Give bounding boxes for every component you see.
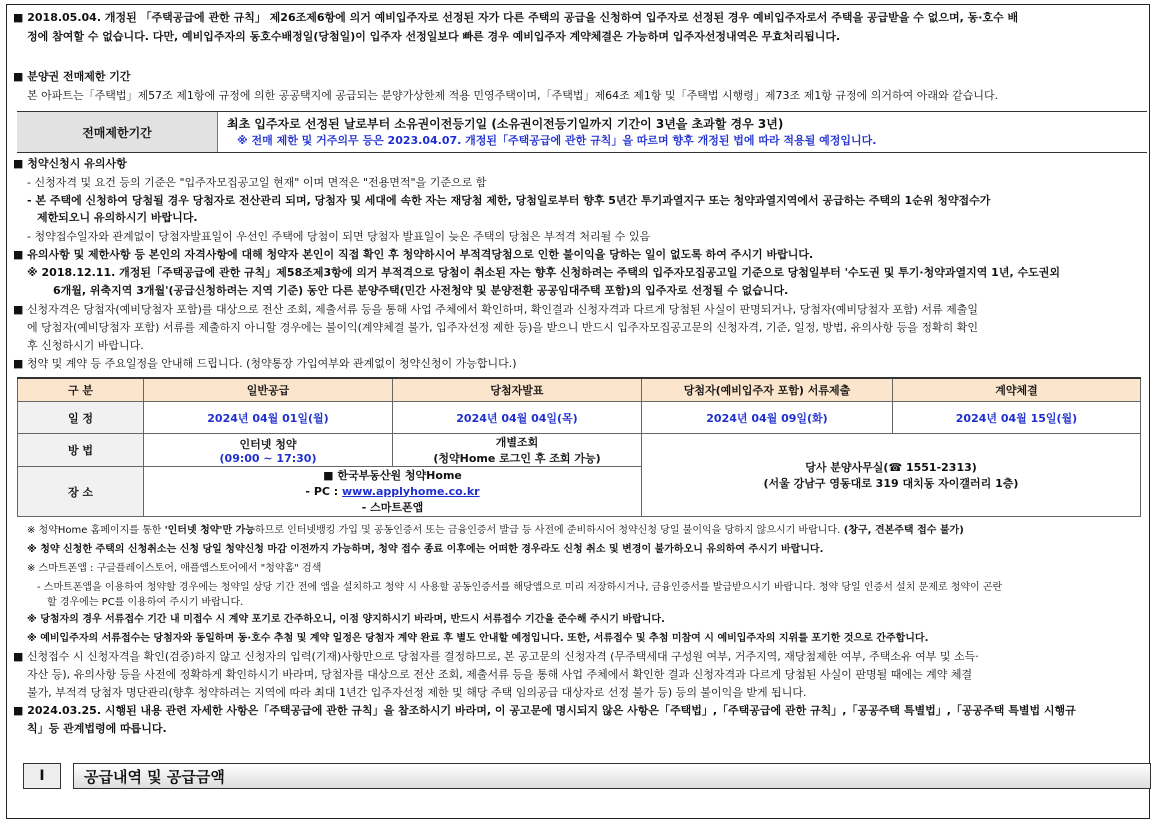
office-address: (서울 강남구 영동대로 319 대치동 자이갤러리 1층) bbox=[763, 477, 1019, 490]
schedule-date-label: 일 정 bbox=[18, 402, 144, 434]
place-applyhome: ■ 한국부동산원 청약Home bbox=[323, 468, 462, 482]
place-pc bbox=[144, 484, 641, 500]
schedule-office-cell bbox=[642, 434, 1141, 517]
caution-2b: 제한되오니 유의하시기 바랍니다. bbox=[37, 211, 198, 224]
resale-restriction-label: 전매제한기간 bbox=[17, 112, 218, 152]
schedule-header-general: 일반공급 bbox=[144, 378, 393, 402]
resale-description: 본 아파트는「주택법」제57조 제1항에 규정에 의한 공공택지에 공급되는 분양가상한제 적용 민영주택이며,「주택법」제64조 제1항 및「주택법 시행령」제73조 제1항 규정에 의거하여 아래와 같습니다. bbox=[27, 89, 999, 102]
resale-restriction-value: 최초 입주자로 선정된 날로부터 소유권이전등기일 (소유권이전등기일까지 기간이 3년을 초과할 경우 3년) bbox=[227, 117, 784, 131]
schedule-header-contract: 계약체결 bbox=[893, 378, 1141, 402]
remark-4a: - 스마트폰앱을 이용하여 청약할 경우에는 청약일 상당 기간 전에 앱을 설치하고 청약 시 사용할 공동인증서를 해당앱으로 미리 저장하시거나, 금융인증서를 발급받으시기 바랍니다. 청약 당일 인증서 설치 문제로 청약이 곤란 bbox=[37, 582, 1003, 593]
remark-1a: ※ 청약Home 홈페이지를 통한 bbox=[27, 525, 165, 536]
notice-page bbox=[6, 4, 1150, 819]
notice-line-2: 정에 참여할 수 없습니다. 다만, 예비입주자의 동호수배정일(당첨일)이 입주자 선정일보다 빠른 경우 예비입주자 계약체결은 가능하며 입주자선정내역은 무효처리됩니다. bbox=[27, 30, 841, 43]
caution-6b: 에 당첨자(예비당첨자 포함) 서류를 제출하지 아니할 경우에는 불이익(계약체결 불가, 입주자선정 제한 등)을 받으니 반드시 입주자모집공고문의 신청자격, 기준, 일정, 방법, 유의사항 등을 정확히 확인 bbox=[27, 321, 979, 334]
remark-1d: (창구, 견본주택 접수 불가) bbox=[840, 525, 964, 536]
place-pc-prefix: - PC : bbox=[305, 484, 343, 498]
remark-5: ※ 당첨자의 경우 서류접수 기간 내 미접수 시 계약 포기로 간주하오니, 이점 양지하시기 바라며, 반드시 서류접수 기간을 준수해 주시기 바랍니다. bbox=[27, 614, 665, 625]
schedule-place-label: 장 소 bbox=[18, 467, 144, 517]
remark-6: ※ 예비입주자의 서류접수는 당첨자와 동일하며 동·호수 추첨 및 계약 일정은 당첨자 계약 완료 후 별도 안내할 예정입니다. 또한, 서류접수 및 추첨 미참여 시 예비입주자의 지위를 포기한 것으로 간주합니다. bbox=[27, 633, 929, 644]
caution-5a: ※ 2018.12.11. 개정된「주택공급에 관한 규칙」제58조제3항에 의거 부적격으로 당첨이 취소된 자는 향후 신청하려는 주택의 입주자모집공고일 기준으로 당첨일부터 '수도권 및 투기·청약과열지역 1년, 수도권외 bbox=[27, 266, 1060, 279]
caution-6a: ■ 신청자격은 당첨자(예비당첨자 포함)를 대상으로 전산 조회, 제출서류 등을 통해 사업 주체에서 확인하며, 확인결과 신청자격과 다르게 당첨된 사실이 판명되거나, 당첨자(예비당첨자 포함) 서류 제출일 bbox=[13, 303, 978, 317]
schedule-method-row bbox=[18, 434, 1141, 467]
schedule-method-label: 방 법 bbox=[18, 434, 144, 467]
schedule-place-cell bbox=[144, 467, 642, 517]
remark-2: ※ 청약 신청한 주택의 신청취소는 신청 당일 청약신청 마감 이전까지 가능하며, 청약 접수 종료 이후에는 어떠한 경우라도 신청 취소 및 변경이 불가하오니 유의하여 주시기 바랍니다. bbox=[27, 544, 824, 555]
schedule-header-category: 구 분 bbox=[18, 378, 144, 402]
remark-7a: ■ 신청접수 시 신청자격을 확인(검증)하지 않고 신청자의 입력(기재)사항만으로 당첨자를 결정하므로, 본 공고문의 신청자격 (무주택세대 구성원 여부, 거주지역, 재당첨제한 여부, 주택소유 여부 및 소득· bbox=[13, 650, 979, 664]
remark-4b: 할 경우에는 PC를 이용하여 주시기 바랍니다. bbox=[47, 597, 244, 608]
schedule-date-documents: 2024년 04월 09일(화) bbox=[642, 402, 893, 434]
resale-restriction-note: ※ 전매 제한 및 거주의무 등은 2023.04.07. 개정된「주택공급에 관한 규칙」을 따르며 향후 개정된 법에 따라 적용될 예정입니다. bbox=[237, 134, 877, 147]
remark-7c: 불가, 부적격 당첨자 명단관리(향후 청약하려는 지역에 따라 최대 1년간 입주자선정 제한 및 해당 주택 임의공급 대상자로 선정 불가 등) 등의 불이익을 받게 됩니다. bbox=[27, 686, 807, 699]
method-general-text: 인터넷 청약 bbox=[239, 437, 297, 451]
schedule-header-documents: 당첨자(예비입주자 포함) 서류제출 bbox=[642, 378, 893, 402]
caution-5b: 6개월, 위축지역 3개월'(공급신청하려는 지역 기준) 동안 다른 분양주택(민간 사전청약 및 분양전환 공공임대주택 포함)의 입주자로 선정될 수 없습니다. bbox=[53, 284, 789, 297]
schedule-date-row bbox=[18, 402, 1141, 434]
caution-6c: 후 신청하시기 바랍니다. bbox=[27, 339, 144, 352]
schedule-date-contract: 2024년 04월 15일(월) bbox=[893, 402, 1141, 434]
caution-2a: - 본 주택에 신청하여 당첨될 경우 당첨자로 전산관리 되며, 당첨자 및 세대에 속한 자는 재당첨 제한, 당첨일로부터 향후 5년간 투기과열지구 또는 청약과열지역에서 공급하는 주택의 1순위 청약접수가 bbox=[27, 194, 991, 207]
method-general-time: (09:00 ~ 17:30) bbox=[219, 451, 317, 465]
office-name: 당사 분양사무실(☎ 1551-2313) bbox=[805, 461, 977, 474]
remark-1b: '인터넷 청약'만 가능 bbox=[164, 525, 255, 536]
section-title: 공급내역 및 공급금액 bbox=[73, 763, 1151, 789]
caution-3: - 청약접수일자와 관계없이 당첨자발표일이 우선인 주택에 당첨이 되면 당첨자 발표일이 늦은 주택의 당첨은 부적격 처리될 수 있음 bbox=[27, 230, 651, 243]
applyhome-link[interactable]: www.applyhome.co.kr bbox=[342, 484, 480, 498]
remark-1c: 하므로 인터넷뱅킹 가입 및 공동인증서 또는 금융인증서 발급 등 사전에 준비하시어 청약신청 당일 불이익을 당하지 않으시기 바랍니다. bbox=[254, 525, 841, 536]
schedule-method-announce bbox=[393, 434, 642, 467]
remark-8a: ■ 2024.03.25. 시행된 내용 관련 자세한 사항은「주택공급에 관한 규칙」을 참조하시기 바라며, 이 공고문에 명시되지 않은 사항은「주택법」,「주택공급에 관한 규칙」,「공공주택 특별법」,「공공주택 특별법 시행규 bbox=[13, 704, 1076, 718]
section-header bbox=[23, 759, 1151, 793]
remark-8b: 칙」등 관계법령에 따릅니다. bbox=[27, 722, 167, 735]
schedule-date-general: 2024년 04월 01일(월) bbox=[144, 402, 393, 434]
caution-1: - 신청자격 및 요건 등의 기준은 "입주자모집공고일 현재" 이며 면적은 "전용면적"을 기준으로 함 bbox=[27, 176, 487, 189]
remark-7b: 자산 등), 유의사항 등을 사전에 정확하게 확인하시기 바라며, 당첨자를 대상으로 전산 조회, 제출서류 등을 통해 사업 주체에서 확인한 결과 신청자격과 다르게 당첨된 사실이 판명될 때에는 계약 체결 bbox=[27, 668, 973, 681]
schedule-table bbox=[17, 377, 1141, 517]
schedule-header-row bbox=[18, 378, 1141, 402]
place-app: - 스마트폰앱 bbox=[361, 500, 424, 514]
notice-line-1: ■ 2018.05.04. 개정된 「주택공급에 관한 규칙」 제26조제6항에 의거 예비입주자로 선정된 자가 다른 주택의 공급을 신청하여 입주자로 선정된 경우 예비입주자로서 주택을 공급받을 수 없으며, 동·호수 배 bbox=[13, 11, 1018, 25]
method-announce-text: 개별조회 bbox=[495, 436, 539, 449]
resale-heading: ■ 분양권 전매제한 기간 bbox=[13, 70, 131, 84]
cautions-heading: ■ 청약신청시 유의사항 bbox=[13, 157, 127, 171]
schedule-header-announce: 당첨자발표 bbox=[393, 378, 642, 402]
resale-restriction-table bbox=[17, 111, 1147, 153]
remark-1 bbox=[27, 524, 964, 538]
schedule-method-general bbox=[144, 434, 393, 467]
caution-4: ■ 유의사항 및 제한사항 등 본인의 자격사항에 대해 청약자 본인이 직접 확인 후 청약하시어 부적격당첨으로 인한 불이익을 당하는 일이 없도록 하여 주시기 바랍니다. bbox=[13, 248, 813, 262]
schedule-date-announce: 2024년 04월 04일(목) bbox=[393, 402, 642, 434]
section-number: I bbox=[23, 763, 61, 789]
caution-7: ■ 청약 및 계약 등 주요일정을 안내해 드립니다. (청약통장 가입여부와 관계없이 청약신청이 가능합니다.) bbox=[13, 357, 517, 371]
remark-3: ※ 스마트폰앱 : 구글플레이스토어, 애플앱스토어에서 "청약홈" 검색 bbox=[27, 563, 322, 574]
method-announce-sub: (청약Home 로그인 후 조회 가능) bbox=[433, 452, 601, 465]
